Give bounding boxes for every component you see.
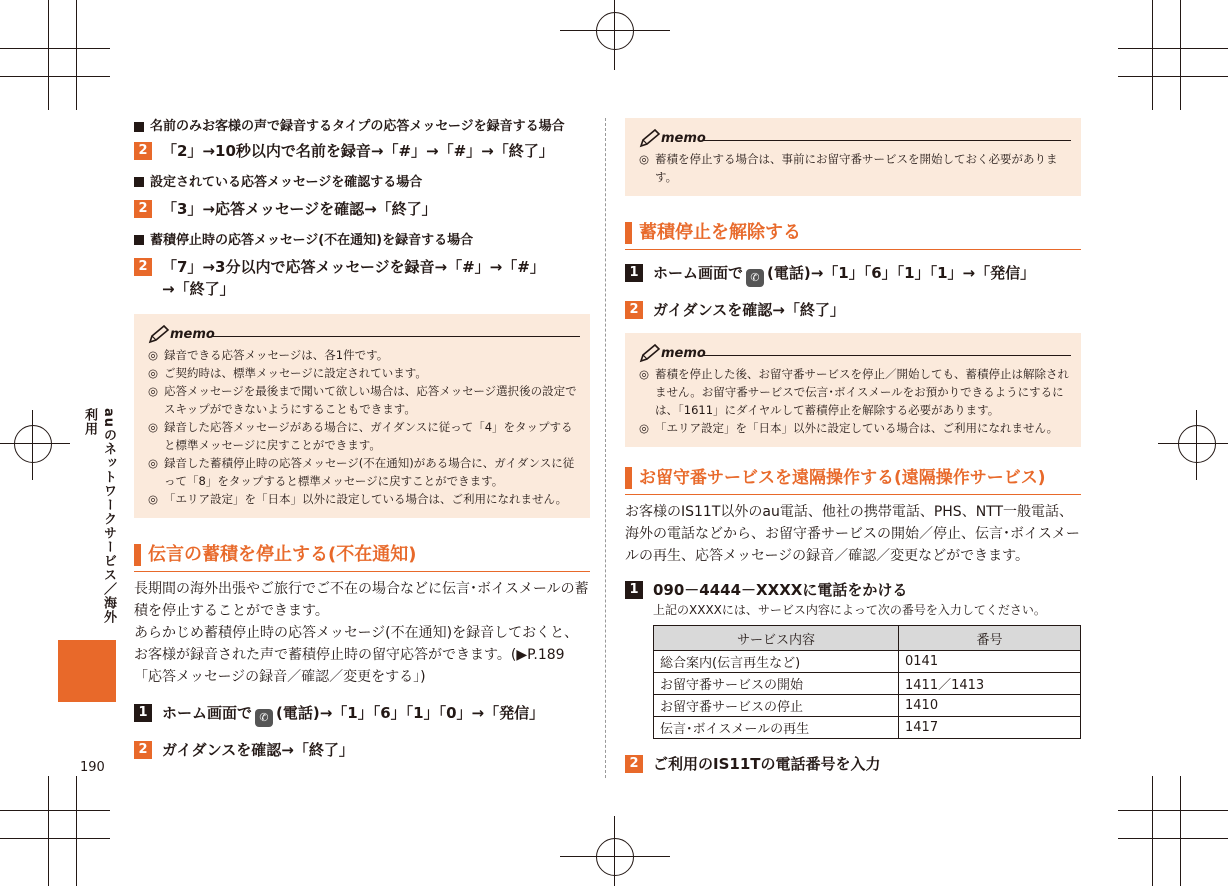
column-divider: [605, 118, 606, 778]
table-cell: 0141: [899, 651, 1081, 673]
step-note: 上記のXXXXには、サービス内容によって次の番号を入力してください。: [653, 603, 1046, 617]
step: [625, 753, 1081, 775]
step-text: ホーム画面で ✆ (電話)→「1」「6」「1」「0」→「発信」: [162, 702, 590, 727]
memo-item: ◎ 録音した蓄積停止時の応答メッセージ(不在通知)がある場合に、ガイダンスに従って「8」をタップすると標準メッセージに戻すことができます。: [148, 456, 575, 488]
step: [134, 739, 590, 761]
table-row: [654, 695, 1081, 717]
table-cell: 1410: [899, 695, 1081, 717]
table-header-row: [654, 626, 1081, 651]
memo-item: ◎ 蓄積を停止した後、お留守番サービスを停止／開始しても、蓄積停止は解除されません。お留守番サービスで伝言･ボイスメールをお預かりできるようにするには、「1611」にダイヤルして蓄積停止を解除する必要があります。: [639, 367, 1069, 417]
table-cell: お留守番サービスの停止: [654, 695, 899, 717]
memo-item: ◎ 録音できる応答メッセージは、各1件です。: [148, 348, 389, 362]
memo-header: memo: [639, 128, 1071, 150]
step-text: 「2」→10秒以内で名前を録音→「#」→「#」→「終了」: [162, 142, 554, 160]
memo-item: ◎ 録音した応答メッセージがある場合に、ガイダンスに従って「4」をタップすると標準メッセージに戻すことができます。: [148, 420, 573, 452]
step-text: ガイダンスを確認→「終了」: [653, 301, 845, 319]
left-column: [134, 118, 590, 761]
phone-icon: ✆: [255, 709, 273, 727]
block-heading: 名前のみお客様の声で録音するタイプの応答メッセージを録音する場合: [134, 118, 590, 136]
memo-item: ◎ 蓄積を停止する場合は、事前にお留守番サービスを開始しておく必要があります。: [639, 152, 1058, 184]
table-row: [654, 651, 1081, 673]
memo-item: ◎ 「エリア設定」を「日本」以外に設定している場合は、ご利用になれません。: [639, 421, 1059, 435]
step-number: 2: [134, 741, 152, 759]
step: [134, 702, 590, 727]
page-number: 190: [80, 760, 105, 775]
phone-icon: ✆: [746, 269, 764, 287]
step-number: 2: [134, 200, 152, 218]
step-text: 「3」→応答メッセージを確認→「終了」: [162, 200, 437, 218]
memo-item: ◎ 「エリア設定」を「日本」以外に設定している場合は、ご利用になれません。: [148, 492, 568, 506]
section-title: 蓄積停止を解除する: [625, 220, 1081, 246]
table-cell: 伝言･ボイスメールの再生: [654, 717, 899, 739]
memo-item: ◎ 応答メッセージを最後まで聞いて欲しい場合は、応答メッセージ選択後の設定でスキップができないようにすることもできます。: [148, 384, 577, 416]
memo-box: [625, 333, 1081, 447]
step: [625, 299, 1081, 321]
section-body: 長期間の海外出張やご旅行でご不在の場合などに伝言･ボイスメールの蓄積を停止することができます。: [134, 581, 589, 619]
service-table: [653, 625, 1081, 739]
step-text: ご利用のIS11Tの電話番号を入力: [653, 755, 881, 773]
table-row: [654, 673, 1081, 695]
section-body: お客様のIS11T以外のau電話、他社の携帯電話、PHS、NTT一般電話、海外の電話などから、お留守番サービスの開始／停止、伝言･ボイスメールの再生、応答メッセージの録音／確認／変更などができます。: [625, 504, 1080, 564]
memo-box: [625, 118, 1081, 196]
table-header: 番号: [899, 626, 1081, 651]
step-number: 2: [134, 258, 152, 276]
side-label: auのネットワークサービス／海外利用: [82, 408, 116, 625]
table-cell: 1417: [899, 717, 1081, 739]
step-number: 2: [625, 301, 643, 319]
table-row: [654, 717, 1081, 739]
step: [134, 198, 590, 220]
memo-header: memo: [148, 324, 580, 346]
step-number: 1: [625, 581, 643, 599]
step-number: 2: [625, 755, 643, 773]
section-title: 伝言の蓄積を停止する(不在通知): [134, 542, 590, 568]
step-text: ホーム画面で ✆ (電話)→「1」「6」「1」「1」→「発信」: [653, 262, 1081, 287]
section-title: お留守番サービスを遠隔操作する(遠隔操作サービス): [625, 465, 1081, 491]
side-tab: [58, 640, 116, 702]
step-text: ガイダンスを確認→「終了」: [162, 741, 354, 759]
memo-item: ◎ ご契約時は、標準メッセージに設定されています。: [148, 366, 427, 380]
memo-header: memo: [639, 343, 1071, 365]
table-cell: 1411／1413: [899, 673, 1081, 695]
table-cell: 総合案内(伝言再生など): [654, 651, 899, 673]
table-cell: お留守番サービスの開始: [654, 673, 899, 695]
step: [625, 579, 1081, 601]
step: [625, 262, 1081, 287]
step-number: 1: [625, 264, 643, 282]
block-heading: 設定されている応答メッセージを確認する場合: [134, 174, 590, 192]
right-column: [625, 118, 1081, 775]
step-text: 090－4444－XXXXに電話をかける: [653, 581, 908, 599]
step: [134, 140, 590, 162]
step-text: 「7」→3分以内で応答メッセージを録音→「#」→「#」 →「終了」: [162, 258, 545, 298]
step: [134, 256, 590, 300]
step-number: 2: [134, 142, 152, 160]
section-body-2: あらかじめ蓄積停止時の応答メッセージ(不在通知)を録音しておくと、お客様が録音された声で蓄積停止時の留守応答ができます。(▶P.189「応答メッセージの録音／確認／変更をする」): [134, 625, 579, 685]
block-heading: 蓄積停止時の応答メッセージ(不在通知)を録音する場合: [134, 232, 590, 250]
step-number: 1: [134, 704, 152, 722]
table-header: サービス内容: [654, 626, 899, 651]
memo-box: [134, 314, 590, 518]
